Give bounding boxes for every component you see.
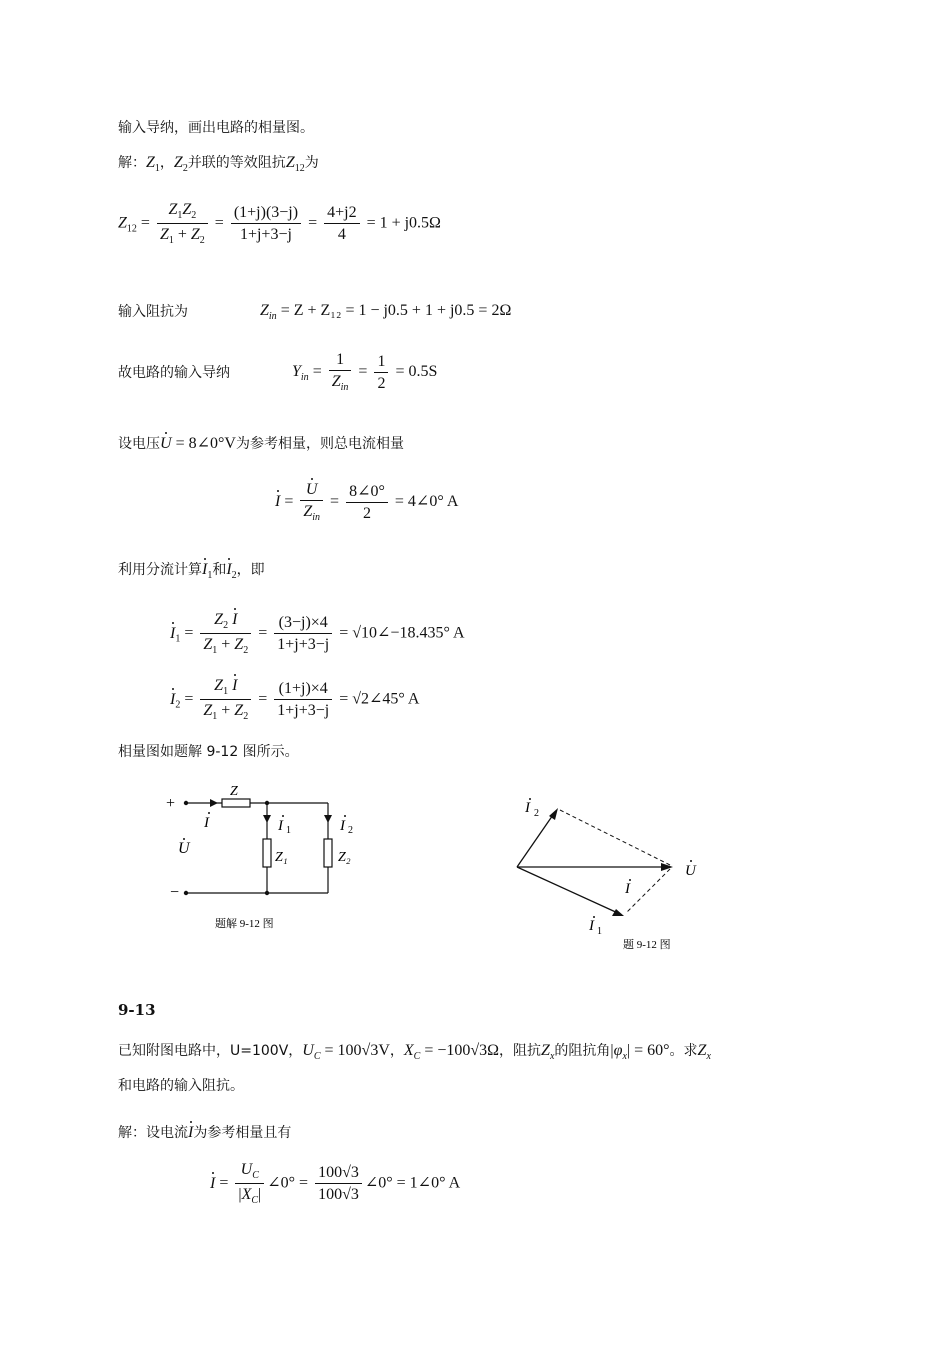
svg-text:2: 2 xyxy=(534,808,539,819)
svg-text:1: 1 xyxy=(597,926,602,937)
svg-text:2: 2 xyxy=(348,825,353,836)
voltage-reference-line: 设电压U = 8∠0°V为参考相量，则总电流相量 xyxy=(118,435,404,452)
input-impedance-label: 输入阻抗为 xyxy=(118,304,188,320)
impedance-z xyxy=(222,799,250,807)
plus-terminal: + xyxy=(166,795,176,812)
svg-text:I: I xyxy=(340,818,345,834)
svg-text:Z: Z xyxy=(230,784,238,799)
impedance-z1 xyxy=(263,839,271,867)
phasor-diagram-note: 相量图如题解 9-12 图所示。 xyxy=(118,744,299,760)
svg-text:I: I xyxy=(278,818,283,834)
phasor-diagram xyxy=(505,790,735,955)
input-admittance-label: 故电路的输入导纳 xyxy=(118,365,230,381)
svg-text:I: I xyxy=(589,918,594,934)
svg-text:I: I xyxy=(204,815,209,831)
svg-text:U: U xyxy=(685,863,696,879)
solution-intro: 解：设电流I为参考相量且有 xyxy=(118,1124,292,1141)
problem-statement-line2: 和电路的输入阻抗。 xyxy=(118,1078,244,1094)
equation-i2: $I_2$ = $\frac{Z_1 I}{Z_1 + Z_2}$ = $\frac{(1+j)\times 4}{1+j+3-j}$ = √2∠45° A xyxy=(170,677,420,722)
svg-text:Z₂: Z₂ xyxy=(338,850,351,865)
svg-text:U: U xyxy=(178,840,190,857)
input-impedance-equation: $Z_{in} = Z + Z_{12} = 1 - j0.5 + 1 + j0.5 = 2\Omega$ xyxy=(260,302,512,322)
minus-terminal: − xyxy=(170,884,180,901)
impedance-z2 xyxy=(324,839,332,867)
equation-i1: $I_1$ = $\frac{Z_2 I}{Z_1 + Z_2}$ = $\frac{(3-j)\times 4}{1+j+3-j}$ = √10∠−18.435° A xyxy=(170,611,465,656)
section-title: 9-13 xyxy=(118,1001,156,1019)
input-admittance-equation: $Y_{in}$ = $\frac{1}{Z_{in}}$ = $\frac{1}{2}$ = 0.5S xyxy=(292,351,438,393)
current-equation: I = $\frac{U}{Z_{in}}$ = $\frac{8\angle 0^\circ}{2}$ = 4∠0° A xyxy=(275,481,459,523)
problem-statement: 已知附图电路中，U=100V，$U_C = 100√3V$，$X_C = -100√3\Omega$，阻抗$Z_x$的阻抗角$|\varphi_x| = 60^\circ$。求$Z_x$ xyxy=(118,1042,711,1062)
figure-left-caption: 题解 9-12 图 xyxy=(215,918,274,930)
intro-line: 输入导纳，画出电路的相量图。 xyxy=(118,120,314,136)
svg-text:I: I xyxy=(625,881,630,897)
svg-text:I: I xyxy=(525,800,530,816)
solution-statement: 解：$Z_1$，$Z_2$并联的等效阻抗$Z_{12}$为 xyxy=(118,154,319,174)
current-divider-line: 利用分流计算$I_1$和$I_2$，即 xyxy=(118,561,265,581)
equation-final: I = $\frac{U_C}{|X_C|}$ ∠0° = $\frac{100√3}{100√3}$ ∠0° = 1∠0° A xyxy=(210,1161,461,1206)
equation-z12: $Z_{12}$ = $\frac{Z_1Z_2}{Z_1 + Z_2}$ = $\frac{(1+j)(3-j)}{1+j+3-j}$ = $\frac{4+j2}{4}$ = 1 + j0.5Ω xyxy=(118,201,441,246)
figure-right-caption: 题 9-12 图 xyxy=(623,939,671,951)
circuit-diagram xyxy=(160,775,390,940)
svg-text:1: 1 xyxy=(286,825,291,836)
svg-text:Z₁: Z₁ xyxy=(275,850,288,865)
